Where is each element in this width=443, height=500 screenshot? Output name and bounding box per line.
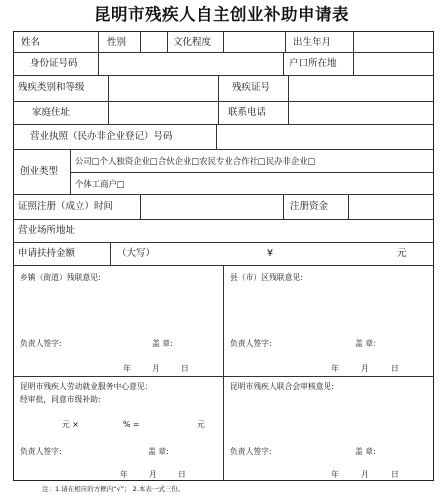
federation-review-heading: 昆明市残疾人联合会审核意见: bbox=[230, 382, 334, 391]
county-day: 日 bbox=[391, 364, 399, 373]
amount-uppercase-label: （大写） bbox=[117, 248, 156, 259]
township-signer-label: 负责人签字: bbox=[20, 339, 62, 348]
col-divider bbox=[353, 31, 354, 52]
row-divider bbox=[13, 149, 434, 150]
employment-year: 年 bbox=[120, 470, 128, 479]
id-number-label: 身份证号码 bbox=[30, 58, 78, 69]
federation-year: 年 bbox=[331, 470, 339, 479]
row-divider bbox=[13, 124, 434, 125]
federation-month: 月 bbox=[361, 470, 369, 479]
col-divider bbox=[98, 52, 99, 75]
col-divider bbox=[216, 124, 217, 149]
business-type-options: 公司□个人独资企业□合伙企业□农民专业合作社□民办非企业□ bbox=[75, 156, 316, 166]
township-year: 年 bbox=[123, 364, 131, 373]
education-label: 文化程度 bbox=[173, 37, 212, 48]
row-divider bbox=[13, 194, 434, 195]
col-divider bbox=[108, 75, 109, 101]
township-month: 月 bbox=[152, 364, 160, 373]
county-opinion-heading: 县（市）区残联意见: bbox=[230, 273, 303, 282]
disability-cert-label: 残疾证号 bbox=[232, 82, 271, 93]
footnote: 注：1.请在相应的方框内“√”； 2.本表一式三份。 bbox=[42, 485, 185, 493]
phone-label: 联系电话 bbox=[228, 107, 267, 118]
col-divider bbox=[285, 31, 286, 52]
registered-capital-label: 注册资金 bbox=[290, 201, 329, 212]
birth-label: 出生年月 bbox=[293, 37, 332, 48]
col-divider bbox=[218, 101, 219, 124]
row-divider bbox=[13, 101, 434, 102]
col-divider bbox=[98, 31, 99, 52]
business-type-options-2: 个体工商户□ bbox=[75, 179, 125, 189]
county-seal-label: 盖 章: bbox=[355, 339, 376, 348]
yen-symbol: ¥ bbox=[267, 248, 274, 259]
township-day: 日 bbox=[181, 364, 189, 373]
col-divider bbox=[218, 75, 219, 101]
license-label: 营业执照（民办非企业登记）号码 bbox=[30, 131, 173, 142]
federation-day: 日 bbox=[391, 470, 399, 479]
employment-center-heading: 昆明市残疾人劳动就业服务中心意见： bbox=[20, 382, 153, 391]
col-divider bbox=[288, 75, 289, 101]
col-divider bbox=[140, 194, 141, 219]
col-divider bbox=[283, 194, 284, 219]
row-divider bbox=[13, 242, 434, 243]
residence-label: 户口所在地 bbox=[289, 58, 337, 69]
name-label: 姓名 bbox=[21, 37, 41, 48]
col-divider bbox=[108, 101, 109, 124]
amount-label: 申请扶持金额 bbox=[18, 248, 76, 259]
federation-signer-label: 负责人签字: bbox=[230, 447, 272, 456]
township-seal-label: 盖 章: bbox=[152, 339, 173, 348]
approval-statement: 经审批，同意市级补助: bbox=[20, 395, 101, 404]
col-divider bbox=[353, 52, 354, 75]
yuan-label: 元 bbox=[397, 248, 407, 259]
row-divider bbox=[13, 75, 434, 76]
col-divider bbox=[283, 52, 284, 75]
col-divider bbox=[70, 149, 71, 194]
row-divider bbox=[70, 172, 434, 173]
subsidy-yuan-times: 元 × bbox=[62, 420, 79, 429]
col-divider bbox=[223, 265, 224, 481]
employment-seal-label: 盖 章: bbox=[148, 447, 169, 456]
premises-label: 营业场所地址 bbox=[18, 225, 76, 236]
federation-seal-label: 盖 章: bbox=[355, 447, 376, 456]
gender-label: 性别 bbox=[107, 37, 127, 48]
county-signer-label: 负责人签字: bbox=[230, 339, 272, 348]
subsidy-yuan-result: 元 bbox=[197, 420, 205, 429]
row-divider bbox=[13, 52, 434, 53]
col-divider bbox=[348, 194, 349, 219]
col-divider bbox=[167, 31, 168, 52]
disability-type-label: 残疾类别和等级 bbox=[18, 82, 85, 93]
employment-day: 日 bbox=[178, 470, 186, 479]
business-type-label: 创业类型 bbox=[20, 166, 59, 177]
county-month: 月 bbox=[361, 364, 369, 373]
employment-month: 月 bbox=[149, 470, 157, 479]
col-divider bbox=[223, 31, 224, 52]
home-address-label: 家庭住址 bbox=[32, 107, 71, 118]
employment-signer-label: 负责人签字: bbox=[20, 447, 62, 456]
col-divider bbox=[140, 31, 141, 52]
county-year: 年 bbox=[331, 364, 339, 373]
form-title: 昆明市残疾人自主创业补助申请表 bbox=[94, 5, 349, 24]
township-opinion-heading: 乡镇（街道）残联意见: bbox=[20, 273, 101, 282]
row-divider bbox=[13, 219, 434, 220]
registration-time-label: 证照注册（成立）时间 bbox=[18, 201, 114, 212]
subsidy-percent-equals: % = bbox=[123, 420, 140, 429]
col-divider bbox=[288, 101, 289, 124]
col-divider bbox=[110, 242, 111, 265]
